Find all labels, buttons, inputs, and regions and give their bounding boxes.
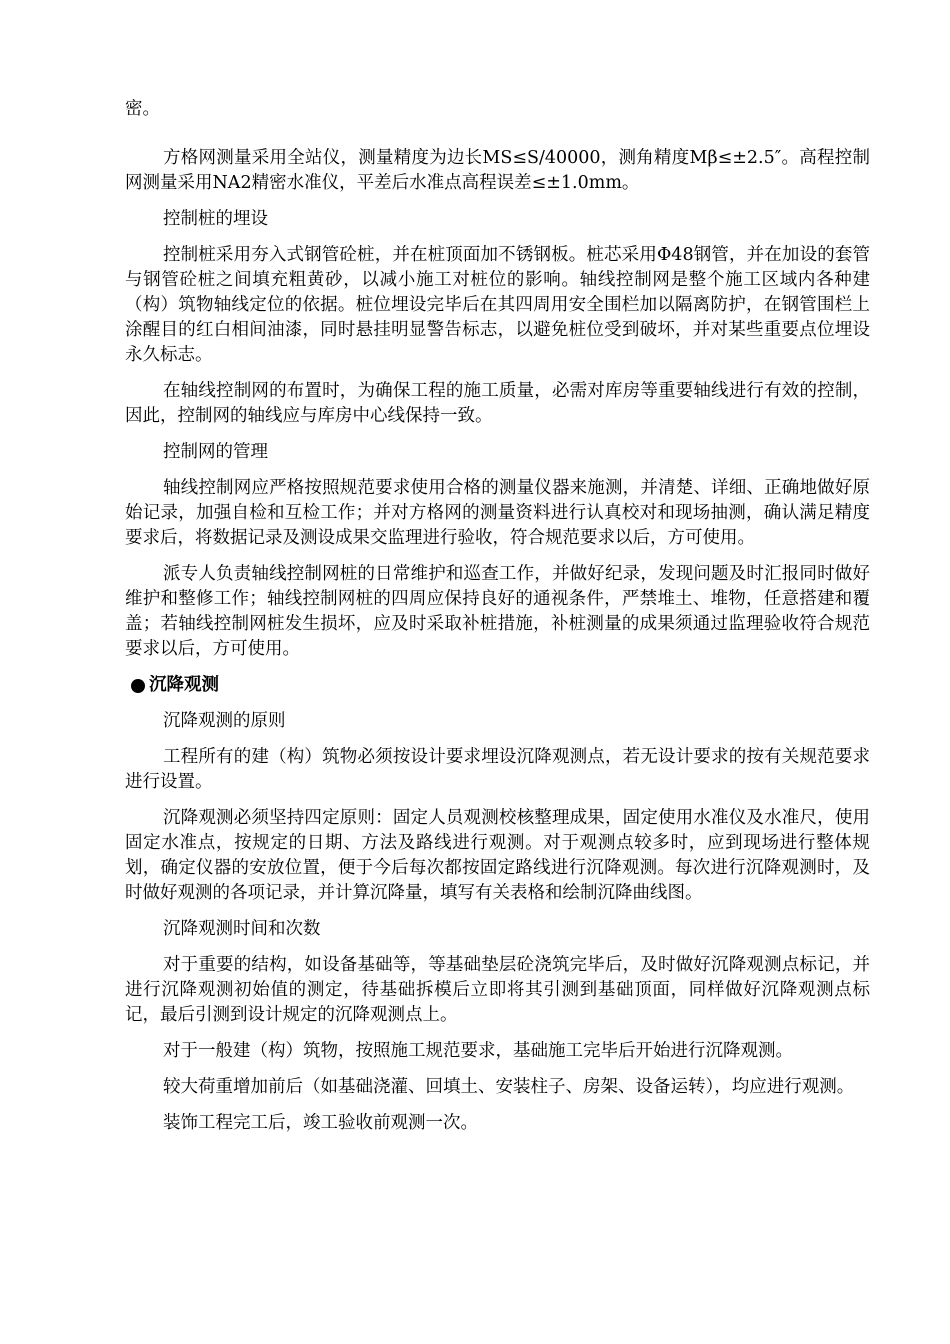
subheading-settlement-principles: 沉降观测的原则 [163, 711, 286, 731]
paragraph-control-pile: 控制桩采用夯入式钢管砼桩，并在桩顶面加不锈钢板。桩芯采用Φ48钢管，并在加设的套管与钢管砼桩之间填充粗黄砂，以减小施工对桩位的影响。轴线控制网是整个施工区域内各种建（构）筑物轴线定位的依据。桩位埋设完毕后在其四周用安全围栏加以隔离防护，在钢管围栏上涂醒目的红白相间油漆，同时悬挂明显警告标志，以避免桩位受到破坏，并对某些重要点位埋设永久标志。 [125, 245, 870, 365]
paragraph-four-fixed-principles: 沉降观测必须坚持四定原则：固定人员观测校核整理成果，固定使用水准仪及水准尺，使用固定水准点，按规定的日期、方法及路线进行观测。对于观测点较多时，应到现场进行整体规划，确定仪器的安放位置，便于今后每次都按固定路线进行沉降观测。每次进行沉降观测时，及时做好观测的各项记录，并计算沉降量，填写有关表格和绘制沉降曲线图。 [125, 808, 870, 903]
paragraph-general-structures: 对于一般建（构）筑物，按照施工规范要求，基础施工完毕后开始进行沉降观测。 [163, 1041, 793, 1061]
document-body [125, 97, 870, 1147]
subheading-control-pile-embedding: 控制桩的埋设 [163, 209, 268, 229]
paragraph-network-maintenance: 派专人负责轴线控制网桩的日常维护和巡查工作，并做好纪录，发现问题及时汇报同时做好维护和整修工作；轴线控制网桩的四周应保持良好的通视条件，严禁堆土、堆物，任意搭建和覆盖；若轴线控制网桩发生损坏，应及时采取补桩措施，补桩测量的成果须通过监理验收符合规范要求以后，方可使用。 [125, 564, 870, 659]
paragraph-decoration-completion: 装饰工程完工后，竣工验收前观测一次。 [163, 1113, 478, 1133]
section-heading-text: 沉降观测 [149, 675, 219, 695]
subheading-settlement-schedule: 沉降观测时间和次数 [163, 919, 321, 939]
paragraph-load-increase: 较大荷重增加前后（如基础浇灌、回填土、安装柱子、房架、设备运转），均应进行观测。 [163, 1077, 855, 1097]
paragraph-continuation: 密。 [125, 99, 160, 119]
subheading-control-network-management: 控制网的管理 [163, 442, 268, 462]
paragraph-measurement-accuracy: 方格网测量采用全站仪，测量精度为边长MS≤S/40000，测角精度Mβ≤±2.5″。高程控制网测量采用NA2精密水准仪，平差后水准点高程误差≤±1.0mm。 [125, 148, 870, 193]
paragraph-settlement-points: 工程所有的建（构）筑物必须按设计要求埋设沉降观测点，若无设计要求的按有关规范要求进行设置。 [125, 747, 870, 792]
bullet-icon [131, 679, 145, 693]
paragraph-network-survey: 轴线控制网应严格按照规范要求使用合格的测量仪器来施测，并清楚、详细、正确地做好原始记录，加强自检和互检工作；并对方格网的测量资料进行认真校对和现场抽测，确认满足精度要求后，将数据记录及测设成果交监理进行验收，符合规范要求以后，方可使用。 [125, 478, 870, 548]
section-heading [125, 673, 870, 698]
paragraph-important-structures: 对于重要的结构，如设备基础等，等基础垫层砼浇筑完毕后，及时做好沉降观测点标记，并进行沉降观测初始值的测定，待基础拆模后立即将其引测到基础顶面，同样做好沉降观测点标记，最后引测到设计规定的沉降观测点上。 [125, 955, 870, 1025]
paragraph-axis-layout: 在轴线控制网的布置时，为确保工程的施工质量，必需对库房等重要轴线进行有效的控制，因此，控制网的轴线应与库房中心线保持一致。 [125, 381, 870, 426]
